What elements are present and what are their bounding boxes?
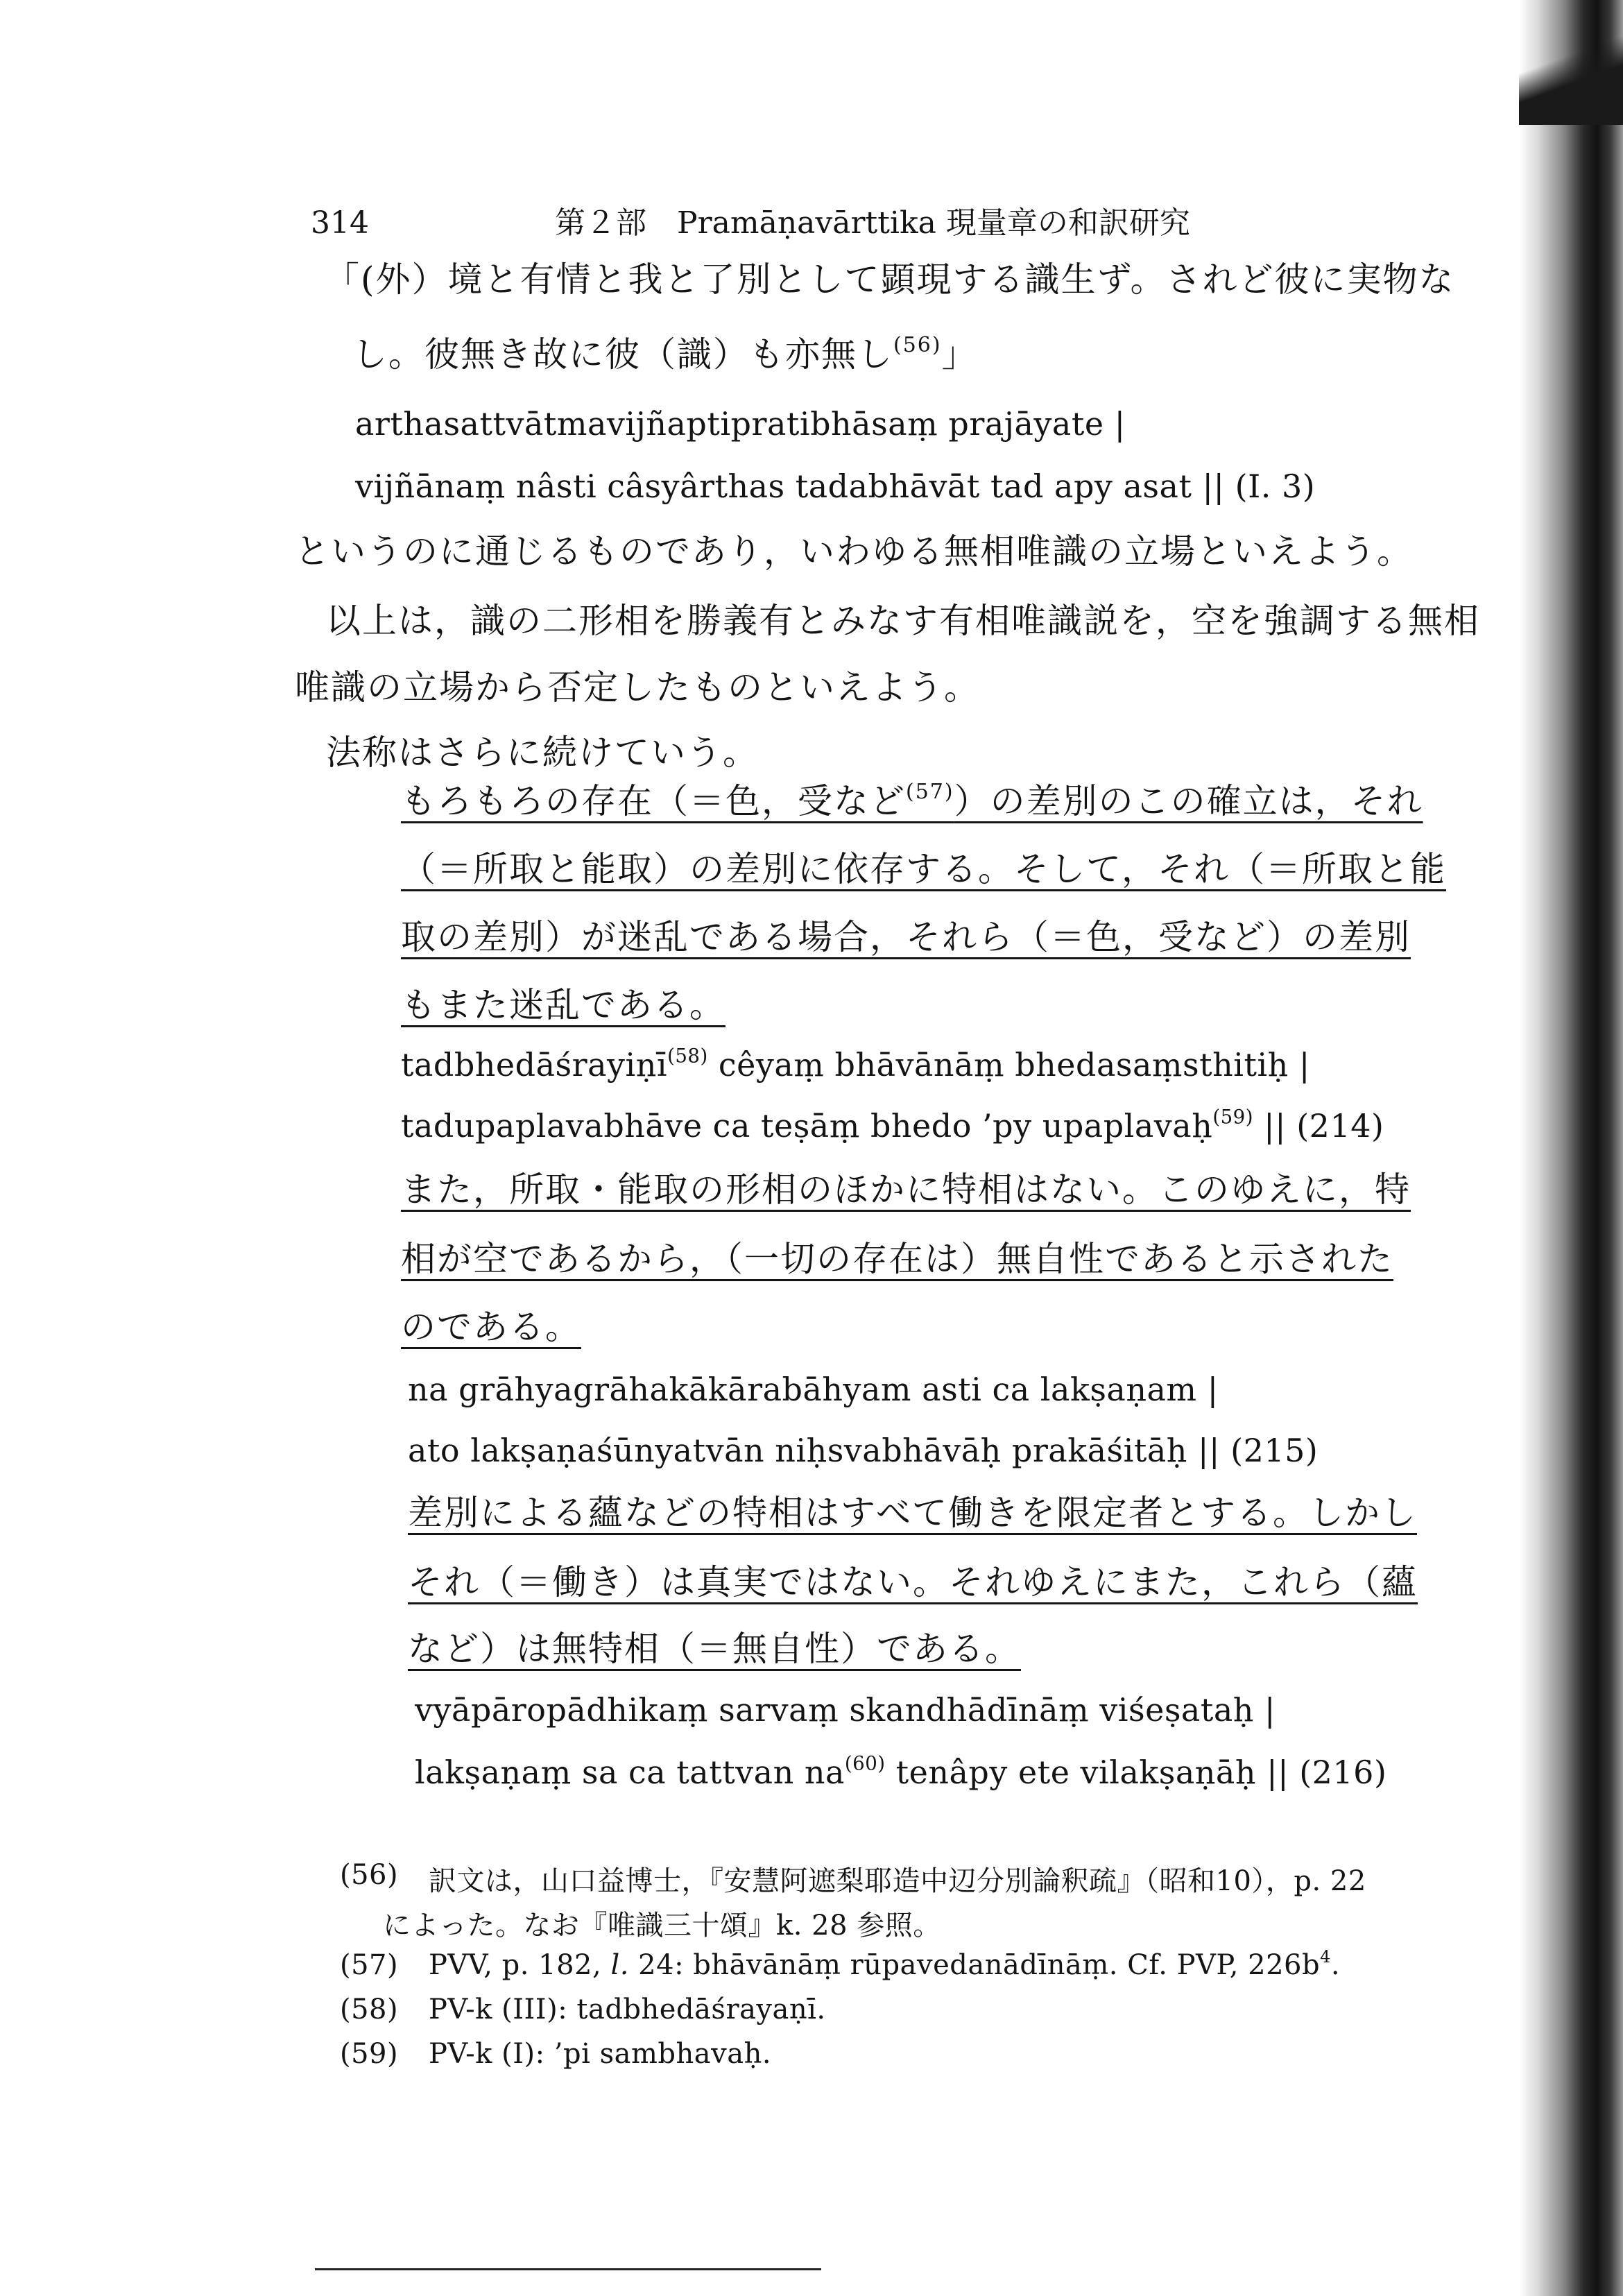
quote-line-jp: し。彼無き故に彼（識）も亦無し$^{(56)}$」: [352, 333, 978, 375]
sanskrit-verse-line: arthasattvātmavijñaptipratibhāsaṃ prajāyate |: [355, 405, 1126, 443]
book-spine-shadow: [1519, 0, 1623, 2296]
paragraph-line: 以上は，識の二形相を勝義有とみなす有相唯識説を，空を強調する無相: [326, 601, 1480, 641]
sanskrit-verse-line: tadbhedāśrayiṇī$^{(58)}$ cêyaṃ bhāvānāṃ bhedasaṃsthitiḥ |: [401, 1044, 1310, 1083]
paragraph-line: 法称はさらに続けていう。: [326, 733, 759, 773]
paragraph-line: 唯識の立場から否定したものといえよう。: [295, 667, 980, 708]
footnote-text: によった。なお『唯識三十頌』k. 28 参照。: [383, 1910, 941, 1942]
sanskrit-verse-line: vyāpāropādhikaṃ sarvaṃ skandhādīnāṃ viśeṣataḥ |: [415, 1691, 1276, 1729]
book-spine-shadow-top: [1519, 14, 1623, 125]
sanskrit-verse-line: vijñānaṃ nâsti câsyârthas tadabhāvāt tad apy asat || (I. 3): [355, 468, 1316, 505]
footnote-rule: [315, 2268, 821, 2270]
sanskrit-verse-line: na grāhyagrāhakākārabāhyam asti ca lakṣaṇam |: [408, 1371, 1219, 1408]
page-number: 314: [311, 205, 369, 241]
footnote-number: (57): [340, 1949, 399, 1981]
running-title: 第２部 Pramāṇavārttika 現量章の和訳研究: [555, 205, 1190, 241]
verse-translation-line: 差別による蘊などの特相はすべて働きを限定者とする。しかし: [408, 1493, 1417, 1533]
sanskrit-verse-line: lakṣaṇaṃ sa ca tattvan $na^{(60)}$ tenâpy ete vilakṣaṇāḥ || (216): [415, 1751, 1387, 1791]
verse-translation-line: 取の差別）が迷乱である場合，それら（＝色，受など）の差別: [401, 917, 1411, 957]
footnote-number: (59): [340, 2038, 399, 2070]
verse-translation-line: のである。: [401, 1307, 581, 1347]
verse-translation-line: （＝所取と能取）の差別に依存する。そして，それ（＝所取と能: [401, 849, 1446, 889]
footnote-text: 訳文は，山口益博士，『安慧阿遮梨耶造中辺分別論釈疏』（昭和10），p. 22: [429, 1865, 1366, 1897]
footnote-number: (56): [340, 1859, 399, 1891]
footnote-number: (58): [340, 1994, 399, 2025]
footnote-text: PV-k (III): tadbhedāśrayaṇī.: [429, 1994, 826, 2025]
quote-line-jp: 「(外）境と有情と我と了別として顕現する識生ず。されど彼に実物な: [325, 259, 1455, 300]
verse-translation-line: また，所取・能取の形相のほかに特相はない。このゆえに，特: [401, 1170, 1411, 1210]
verse-translation-line: それ（＝働き）は真実ではない。それゆえにまた，これら（蘊: [408, 1562, 1418, 1602]
verse-translation-line: もろもろの存在（＝色，受など$^{(57)}$）の差別のこの確立は，それ: [401, 780, 1423, 821]
sanskrit-verse-line: ato lakṣaṇaśūnyatvān niḥsvabhāvāḥ prakāśitāḥ || (215): [408, 1432, 1319, 1469]
verse-translation-line: など）は無特相（＝無自性）である。: [408, 1629, 1021, 1669]
footnote-text: PVV, p. 182, l. 24: bhāvānāṃ rūpavedanādīnāṃ. Cf. PVP, $226b^4$.: [429, 1947, 1341, 1981]
verse-translation-line: もまた迷乱である。: [401, 985, 725, 1025]
footnote-text: PV-k (I): ’pi sambhavaḥ.: [429, 2038, 772, 2070]
sanskrit-verse-line: tadupaplavabhāve ca teṣāṃ bhedo ’py upaplavaḥ$^{(59)}$ || (214): [401, 1105, 1384, 1145]
verse-translation-line: 相が空であるから，（一切の存在は）無自性であると示された: [401, 1239, 1393, 1279]
paragraph-line: というのに通じるものであり，いわゆる無相唯識の立場といえよう。: [295, 531, 1413, 572]
